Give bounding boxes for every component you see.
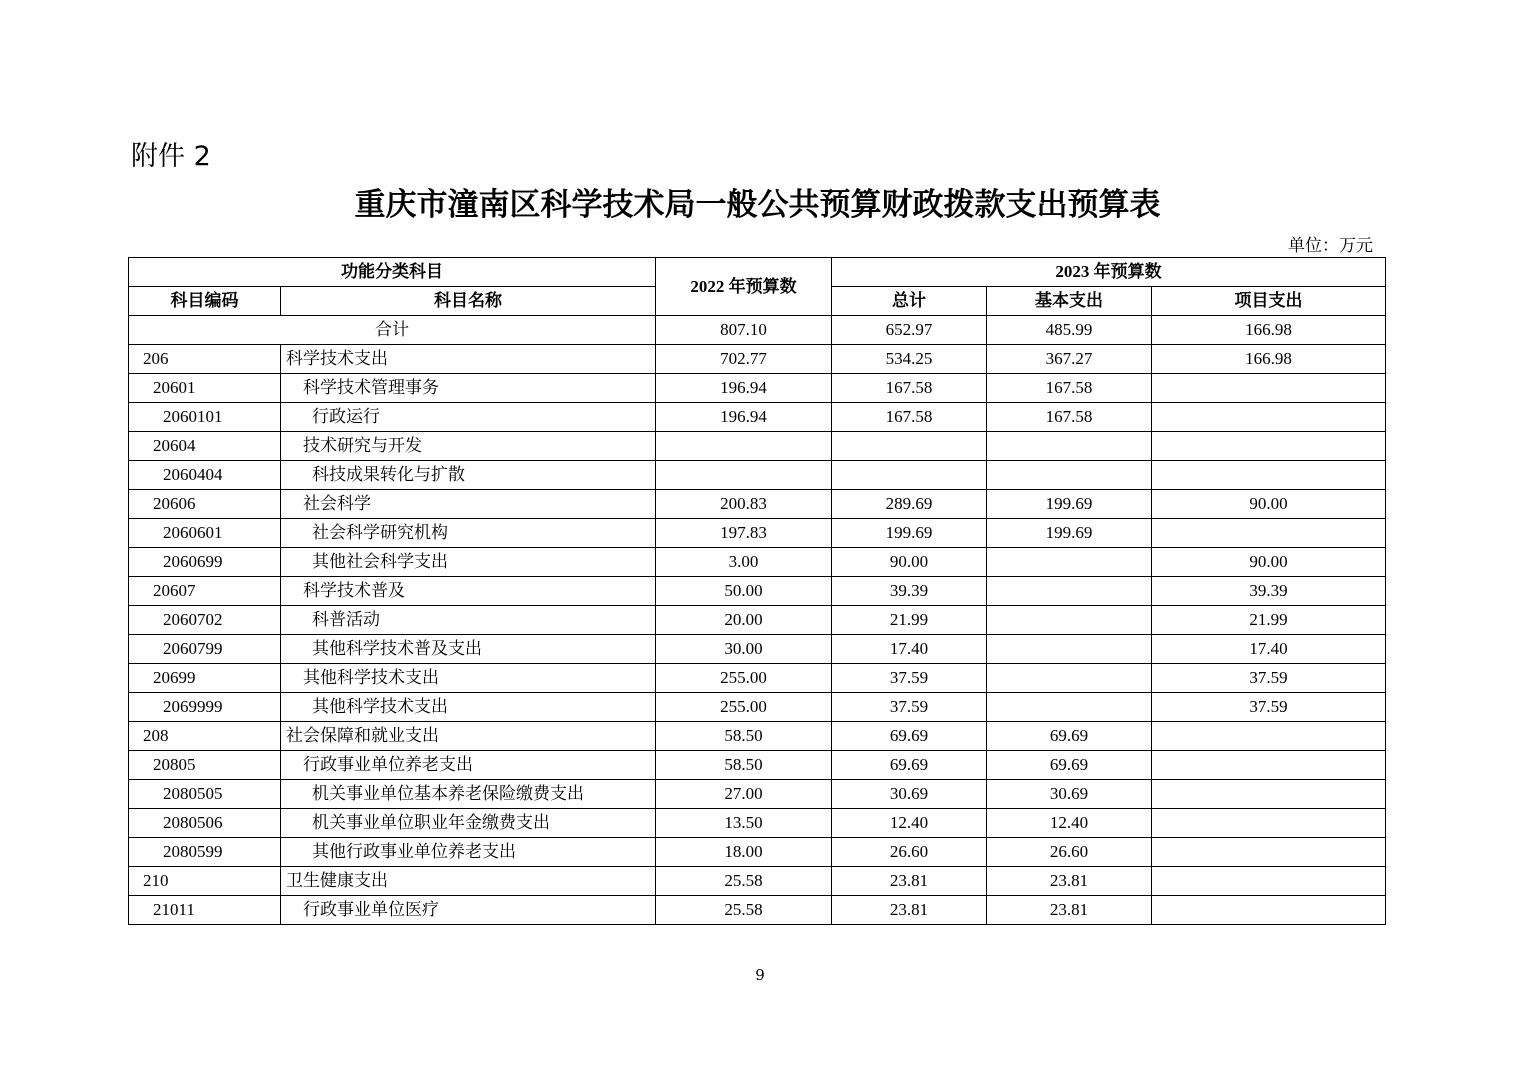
table-body — [129, 316, 1386, 925]
name-cell: 行政事业单位养老支出 — [281, 751, 656, 780]
code-cell: 2060101 — [129, 403, 281, 432]
b2022-cell — [656, 461, 832, 490]
code-cell: 208 — [129, 722, 281, 751]
name-cell: 科普活动 — [281, 606, 656, 635]
name-cell: 社会科学研究机构 — [281, 519, 656, 548]
table-row — [129, 345, 1386, 374]
name-cell: 机关事业单位基本养老保险缴费支出 — [281, 780, 656, 809]
table-row — [129, 461, 1386, 490]
basic-cell: 69.69 — [987, 722, 1152, 751]
total-project: 166.98 — [1152, 316, 1386, 345]
page-number: 9 — [755, 966, 765, 984]
name-cell: 其他社会科学支出 — [281, 548, 656, 577]
basic-cell — [987, 693, 1152, 722]
basic-cell: 12.40 — [987, 809, 1152, 838]
name-cell: 科学技术管理事务 — [281, 374, 656, 403]
table-row — [129, 722, 1386, 751]
name-cell: 科技成果转化与扩散 — [281, 461, 656, 490]
table-row — [129, 374, 1386, 403]
header-name: 科目名称 — [281, 287, 656, 316]
project-cell: 21.99 — [1152, 606, 1386, 635]
b2022-cell: 50.00 — [656, 577, 832, 606]
header-func-category: 功能分类科目 — [129, 258, 656, 287]
name-cell: 其他科学技术支出 — [281, 693, 656, 722]
code-cell: 20601 — [129, 374, 281, 403]
table-row — [129, 577, 1386, 606]
b2022-cell: 255.00 — [656, 664, 832, 693]
name-cell: 卫生健康支出 — [281, 867, 656, 896]
name-cell: 机关事业单位职业年金缴费支出 — [281, 809, 656, 838]
total-cell: 167.58 — [832, 374, 987, 403]
project-cell: 166.98 — [1152, 345, 1386, 374]
basic-cell: 367.27 — [987, 345, 1152, 374]
project-cell — [1152, 809, 1386, 838]
total-b2022: 807.10 — [656, 316, 832, 345]
basic-cell — [987, 606, 1152, 635]
b2022-cell: 18.00 — [656, 838, 832, 867]
total-cell: 69.69 — [832, 751, 987, 780]
total-cell: 199.69 — [832, 519, 987, 548]
code-cell: 2060601 — [129, 519, 281, 548]
b2022-cell: 196.94 — [656, 374, 832, 403]
table-row — [129, 606, 1386, 635]
table-row — [129, 432, 1386, 461]
basic-cell — [987, 577, 1152, 606]
project-cell — [1152, 896, 1386, 925]
table-row — [129, 809, 1386, 838]
b2022-cell: 197.83 — [656, 519, 832, 548]
code-cell: 20606 — [129, 490, 281, 519]
name-cell: 其他科学技术支出 — [281, 664, 656, 693]
code-cell: 210 — [129, 867, 281, 896]
basic-cell: 199.69 — [987, 519, 1152, 548]
project-cell — [1152, 461, 1386, 490]
page-title: 重庆市潼南区科学技术局一般公共预算财政拨款支出预算表 — [354, 187, 1161, 223]
project-cell: 39.39 — [1152, 577, 1386, 606]
name-cell: 行政运行 — [281, 403, 656, 432]
code-cell: 20604 — [129, 432, 281, 461]
project-cell: 37.59 — [1152, 664, 1386, 693]
b2022-cell: 25.58 — [656, 867, 832, 896]
total-cell: 30.69 — [832, 780, 987, 809]
header-code: 科目编码 — [129, 287, 281, 316]
total-cell: 26.60 — [832, 838, 987, 867]
project-cell — [1152, 519, 1386, 548]
total-cell: 17.40 — [832, 635, 987, 664]
table-row — [129, 751, 1386, 780]
table-row — [129, 867, 1386, 896]
basic-cell — [987, 664, 1152, 693]
project-cell: 37.59 — [1152, 693, 1386, 722]
name-cell: 社会科学 — [281, 490, 656, 519]
project-cell — [1152, 432, 1386, 461]
name-cell: 科学技术支出 — [281, 345, 656, 374]
total-cell: 21.99 — [832, 606, 987, 635]
total-cell: 23.81 — [832, 896, 987, 925]
table-row — [129, 664, 1386, 693]
b2022-cell: 30.00 — [656, 635, 832, 664]
b2022-cell — [656, 432, 832, 461]
basic-cell: 199.69 — [987, 490, 1152, 519]
basic-cell: 167.58 — [987, 403, 1152, 432]
code-cell: 2080599 — [129, 838, 281, 867]
b2022-cell: 3.00 — [656, 548, 832, 577]
table-row — [129, 896, 1386, 925]
table-row — [129, 403, 1386, 432]
total-row — [129, 316, 1386, 345]
total-cell: 37.59 — [832, 693, 987, 722]
total-cell: 90.00 — [832, 548, 987, 577]
b2022-cell: 58.50 — [656, 722, 832, 751]
table-row — [129, 548, 1386, 577]
header-budget-2023: 2023 年预算数 — [832, 258, 1386, 287]
project-cell — [1152, 751, 1386, 780]
project-cell — [1152, 780, 1386, 809]
total-cell: 37.59 — [832, 664, 987, 693]
basic-cell — [987, 432, 1152, 461]
basic-cell: 23.81 — [987, 896, 1152, 925]
table-row — [129, 519, 1386, 548]
b2022-cell: 58.50 — [656, 751, 832, 780]
name-cell: 科学技术普及 — [281, 577, 656, 606]
header-project: 项目支出 — [1152, 287, 1386, 316]
code-cell: 206 — [129, 345, 281, 374]
code-cell: 2060702 — [129, 606, 281, 635]
total-cell: 289.69 — [832, 490, 987, 519]
name-cell: 技术研究与开发 — [281, 432, 656, 461]
basic-cell — [987, 461, 1152, 490]
basic-cell: 69.69 — [987, 751, 1152, 780]
b2022-cell: 702.77 — [656, 345, 832, 374]
total-basic: 485.99 — [987, 316, 1152, 345]
table-row — [129, 490, 1386, 519]
basic-cell — [987, 548, 1152, 577]
table-row — [129, 693, 1386, 722]
project-cell: 17.40 — [1152, 635, 1386, 664]
code-cell: 2060404 — [129, 461, 281, 490]
total-cell — [832, 461, 987, 490]
basic-cell — [987, 635, 1152, 664]
header-budget-2022: 2022 年预算数 — [656, 258, 832, 316]
b2022-cell: 27.00 — [656, 780, 832, 809]
basic-cell: 23.81 — [987, 867, 1152, 896]
code-cell: 20699 — [129, 664, 281, 693]
project-cell: 90.00 — [1152, 548, 1386, 577]
table-row — [129, 838, 1386, 867]
total-cell: 23.81 — [832, 867, 987, 896]
name-cell: 其他科学技术普及支出 — [281, 635, 656, 664]
basic-cell: 167.58 — [987, 374, 1152, 403]
name-cell: 社会保障和就业支出 — [281, 722, 656, 751]
table-row — [129, 635, 1386, 664]
b2022-cell: 196.94 — [656, 403, 832, 432]
b2022-cell: 255.00 — [656, 693, 832, 722]
total-cell: 69.69 — [832, 722, 987, 751]
project-cell — [1152, 838, 1386, 867]
project-cell: 90.00 — [1152, 490, 1386, 519]
code-cell: 2080505 — [129, 780, 281, 809]
b2022-cell: 200.83 — [656, 490, 832, 519]
project-cell — [1152, 374, 1386, 403]
code-cell: 2060699 — [129, 548, 281, 577]
budget-table — [128, 257, 1386, 925]
total-label: 合计 — [129, 316, 656, 345]
code-cell: 2060799 — [129, 635, 281, 664]
total-cell: 39.39 — [832, 577, 987, 606]
total-total: 652.97 — [832, 316, 987, 345]
total-cell: 167.58 — [832, 403, 987, 432]
code-cell: 21011 — [129, 896, 281, 925]
table-row — [129, 780, 1386, 809]
code-cell: 2069999 — [129, 693, 281, 722]
attachment-label: 附件 2 — [131, 141, 211, 172]
header-row-1 — [129, 258, 1386, 287]
basic-cell: 30.69 — [987, 780, 1152, 809]
code-cell: 20805 — [129, 751, 281, 780]
total-cell: 534.25 — [832, 345, 987, 374]
total-cell — [832, 432, 987, 461]
b2022-cell: 25.58 — [656, 896, 832, 925]
b2022-cell: 20.00 — [656, 606, 832, 635]
project-cell — [1152, 722, 1386, 751]
code-cell: 2080506 — [129, 809, 281, 838]
unit-label: 单位：万元 — [1288, 236, 1373, 256]
name-cell: 其他行政事业单位养老支出 — [281, 838, 656, 867]
b2022-cell: 13.50 — [656, 809, 832, 838]
name-cell: 行政事业单位医疗 — [281, 896, 656, 925]
total-cell: 12.40 — [832, 809, 987, 838]
project-cell — [1152, 403, 1386, 432]
header-total: 总计 — [832, 287, 987, 316]
header-basic: 基本支出 — [987, 287, 1152, 316]
project-cell — [1152, 867, 1386, 896]
basic-cell: 26.60 — [987, 838, 1152, 867]
code-cell: 20607 — [129, 577, 281, 606]
